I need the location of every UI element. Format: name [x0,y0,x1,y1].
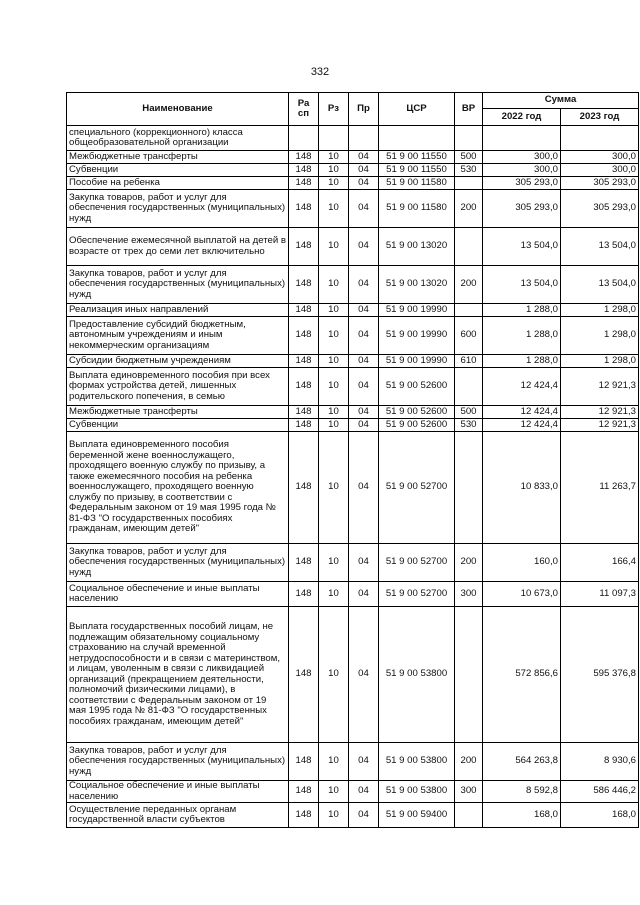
row-sum-2022-cell: 305 293,0 [483,190,561,228]
row-rz-cell: 10 [319,355,349,368]
row-rsp-cell: 148 [289,781,319,803]
row-rsp-cell: 148 [289,607,319,743]
table-row [67,406,639,419]
header-year-2022: 2022 год [483,109,561,126]
row-sum-2023-cell: 8 930,6 [561,743,639,781]
row-csr-cell: 51 9 00 53800 [379,743,455,781]
row-sum-2022-cell: 10 833,0 [483,432,561,544]
header-vr: ВР [455,93,483,126]
row-sum-2022-cell: 1 288,0 [483,304,561,317]
row-csr-cell [379,126,455,151]
table-row [67,317,639,355]
row-vr-cell: 600 [455,317,483,355]
row-rz-cell: 10 [319,368,349,406]
row-sum-2022-cell: 13 504,0 [483,266,561,304]
row-vr-cell: 610 [455,355,483,368]
row-name-cell: Закупка товаров, работ и услуг для обеспечения государственных (муниципальных) нужд [67,190,289,228]
row-csr-cell: 51 9 00 13020 [379,228,455,266]
row-sum-2023-cell: 305 293,0 [561,177,639,190]
row-vr-cell: 300 [455,781,483,803]
row-sum-2022-cell: 13 504,0 [483,228,561,266]
row-name-cell: Закупка товаров, работ и услуг для обеспечения государственных (муниципальных) нужд [67,544,289,582]
row-csr-cell: 51 9 00 11550 [379,151,455,164]
row-name-cell: Выплата единовременного пособия при всех формах устройства детей, лишенных родительского попечения, в семью [67,368,289,406]
table-row [67,164,639,177]
row-name-cell: Межбюджетные трансферты [67,406,289,419]
row-sum-2023-cell: 166,4 [561,544,639,582]
row-rz-cell: 10 [319,607,349,743]
table-row [67,228,639,266]
row-pr-cell: 04 [349,317,379,355]
header-year-2023: 2023 год [561,109,639,126]
row-name-cell: Осуществление переданных органам государственной власти субъектов [67,803,289,828]
row-pr-cell: 04 [349,190,379,228]
table-row [67,607,639,743]
row-rz-cell: 10 [319,177,349,190]
row-name-cell: специального (коррекционного) класса общеобразовательной организации [67,126,289,151]
row-csr-cell: 51 9 00 52600 [379,419,455,432]
row-name-cell: Предоставление субсидий бюджетным, автономным учреждениям и иным некоммерческим организациям [67,317,289,355]
row-sum-2023-cell: 305 293,0 [561,190,639,228]
row-sum-2023-cell: 595 376,8 [561,607,639,743]
header-rz: Рз [319,93,349,126]
row-rz-cell: 10 [319,266,349,304]
row-csr-cell: 51 9 00 11580 [379,177,455,190]
row-sum-2023-cell: 12 921,3 [561,406,639,419]
budget-table [66,92,639,828]
row-rsp-cell [289,126,319,151]
row-sum-2023-cell: 300,0 [561,164,639,177]
row-csr-cell: 51 9 00 19990 [379,355,455,368]
row-sum-2023-cell: 168,0 [561,803,639,828]
row-sum-2022-cell: 305 293,0 [483,177,561,190]
row-sum-2023-cell: 1 298,0 [561,317,639,355]
row-vr-cell: 200 [455,743,483,781]
row-csr-cell: 51 9 00 19990 [379,317,455,355]
row-vr-cell [455,177,483,190]
row-name-cell: Закупка товаров, работ и услуг для обеспечения государственных (муниципальных) нужд [67,743,289,781]
row-name-cell: Межбюджетные трансферты [67,151,289,164]
row-rz-cell: 10 [319,419,349,432]
row-sum-2023-cell: 300,0 [561,151,639,164]
row-pr-cell: 04 [349,266,379,304]
table-row [67,803,639,828]
table-row [67,781,639,803]
row-sum-2023-cell: 11 263,7 [561,432,639,544]
row-sum-2022-cell: 1 288,0 [483,355,561,368]
table-row [67,368,639,406]
row-rz-cell: 10 [319,304,349,317]
row-vr-cell: 500 [455,151,483,164]
table-row [67,582,639,607]
header-csr: ЦСР [379,93,455,126]
table-row [67,743,639,781]
row-rsp-cell: 148 [289,432,319,544]
row-csr-cell: 51 9 00 11580 [379,190,455,228]
row-pr-cell: 04 [349,803,379,828]
row-pr-cell: 04 [349,544,379,582]
row-pr-cell: 04 [349,406,379,419]
row-sum-2023-cell: 12 921,3 [561,419,639,432]
row-rz-cell: 10 [319,406,349,419]
row-rsp-cell: 148 [289,228,319,266]
row-rsp-cell: 148 [289,406,319,419]
table-row [67,355,639,368]
row-sum-2023-cell: 1 298,0 [561,355,639,368]
table-row [67,432,639,544]
row-rz-cell: 10 [319,544,349,582]
row-vr-cell: 200 [455,190,483,228]
row-sum-2022-cell: 160,0 [483,544,561,582]
row-pr-cell: 04 [349,743,379,781]
row-vr-cell [455,607,483,743]
row-sum-2022-cell: 168,0 [483,803,561,828]
table-row [67,266,639,304]
row-vr-cell: 300 [455,582,483,607]
page-number: 332 [310,66,330,78]
row-csr-cell: 51 9 00 52700 [379,432,455,544]
row-csr-cell: 51 9 00 52600 [379,406,455,419]
row-pr-cell: 04 [349,368,379,406]
row-sum-2022-cell: 12 424,4 [483,406,561,419]
row-pr-cell: 04 [349,582,379,607]
row-pr-cell: 04 [349,228,379,266]
row-pr-cell: 04 [349,355,379,368]
row-rz-cell: 10 [319,228,349,266]
row-rz-cell: 10 [319,432,349,544]
row-sum-2022-cell: 300,0 [483,164,561,177]
row-rz-cell: 10 [319,164,349,177]
row-rsp-cell: 148 [289,419,319,432]
row-name-cell: Субвенции [67,164,289,177]
row-rsp-cell: 148 [289,151,319,164]
row-rsp-cell: 148 [289,544,319,582]
row-sum-2023-cell: 12 921,3 [561,368,639,406]
row-rsp-cell: 148 [289,803,319,828]
row-vr-cell: 200 [455,544,483,582]
row-csr-cell: 51 9 00 11550 [379,164,455,177]
row-sum-2022-cell: 12 424,4 [483,419,561,432]
row-vr-cell [455,368,483,406]
table-row [67,190,639,228]
row-rsp-cell: 148 [289,177,319,190]
table-row [67,304,639,317]
row-vr-cell [455,304,483,317]
row-pr-cell: 04 [349,607,379,743]
row-pr-cell: 04 [349,781,379,803]
row-vr-cell [455,126,483,151]
row-sum-2022-cell: 10 673,0 [483,582,561,607]
row-name-cell: Социальное обеспечение и иные выплаты населению [67,582,289,607]
row-csr-cell: 51 9 00 59400 [379,803,455,828]
table-row [67,177,639,190]
row-sum-2023-cell [561,126,639,151]
row-rsp-cell: 148 [289,743,319,781]
row-pr-cell: 04 [349,151,379,164]
row-csr-cell: 51 9 00 52700 [379,544,455,582]
row-vr-cell [455,228,483,266]
row-pr-cell: 04 [349,304,379,317]
row-rz-cell: 10 [319,317,349,355]
row-name-cell: Пособие на ребенка [67,177,289,190]
table-body [67,126,639,828]
row-sum-2023-cell: 13 504,0 [561,266,639,304]
row-csr-cell: 51 9 00 52700 [379,582,455,607]
header-pr: Пр [349,93,379,126]
row-name-cell: Реализация иных направлений [67,304,289,317]
header-sum: Сумма [483,93,639,109]
row-name-cell: Субсидии бюджетным учреждениям [67,355,289,368]
row-rsp-cell: 148 [289,317,319,355]
row-vr-cell [455,432,483,544]
row-rsp-cell: 148 [289,304,319,317]
row-sum-2022-cell [483,126,561,151]
row-csr-cell: 51 9 00 53800 [379,781,455,803]
row-pr-cell: 04 [349,419,379,432]
row-name-cell: Выплата государственных пособий лицам, не подлежащим обязательному социальному страхованию на случай временной нетрудоспособности и в связи с материнством, и лицам, уволенным в связи с ликвидацией организаций (прекращением деятельности, полномочий физическими лицами), в соответствии с Федеральным законом от 19 мая 1995 года № 81-ФЗ "О государственных пособиях гражданам, имеющим детей" [67,607,289,743]
row-rz-cell: 10 [319,190,349,228]
row-csr-cell: 51 9 00 19990 [379,304,455,317]
row-rsp-cell: 148 [289,164,319,177]
row-csr-cell: 51 9 00 53800 [379,607,455,743]
row-rz-cell: 10 [319,582,349,607]
row-rz-cell: 10 [319,803,349,828]
row-name-cell: Выплата единовременного пособия беременной жене военнослужащего, проходящего военную службу по призыву, а также ежемесячного пособия на ребенка военнослужащего, проходящего военную службу по призыву, в соответствии с Федеральным законом от 19 мая 1995 года № 81-ФЗ "О государственных пособиях гражданам, имеющим детей" [67,432,289,544]
row-rz-cell [319,126,349,151]
row-rsp-cell: 148 [289,368,319,406]
row-sum-2022-cell: 572 856,6 [483,607,561,743]
row-vr-cell: 530 [455,419,483,432]
row-rsp-cell: 148 [289,582,319,607]
table-row [67,419,639,432]
row-pr-cell: 04 [349,164,379,177]
row-csr-cell: 51 9 00 52600 [379,368,455,406]
row-sum-2022-cell: 300,0 [483,151,561,164]
row-csr-cell: 51 9 00 13020 [379,266,455,304]
row-rz-cell: 10 [319,151,349,164]
row-rz-cell: 10 [319,743,349,781]
table-row [67,151,639,164]
row-sum-2022-cell: 1 288,0 [483,317,561,355]
table-row [67,544,639,582]
header-name: Наименование [67,93,289,126]
row-name-cell: Обеспечение ежемесячной выплатой на детей в возрасте от трех до семи лет включительно [67,228,289,266]
row-pr-cell: 04 [349,177,379,190]
row-sum-2023-cell: 586 446,2 [561,781,639,803]
row-rsp-cell: 148 [289,266,319,304]
row-name-cell: Закупка товаров, работ и услуг для обеспечения государственных (муниципальных) нужд [67,266,289,304]
row-vr-cell: 530 [455,164,483,177]
row-rsp-cell: 148 [289,190,319,228]
row-sum-2023-cell: 1 298,0 [561,304,639,317]
row-vr-cell [455,803,483,828]
row-sum-2023-cell: 11 097,3 [561,582,639,607]
row-vr-cell: 200 [455,266,483,304]
row-sum-2022-cell: 564 263,8 [483,743,561,781]
row-rsp-cell: 148 [289,355,319,368]
row-vr-cell: 500 [455,406,483,419]
row-sum-2022-cell: 8 592,8 [483,781,561,803]
row-name-cell: Субвенции [67,419,289,432]
table-row [67,126,639,151]
row-sum-2023-cell: 13 504,0 [561,228,639,266]
row-rz-cell: 10 [319,781,349,803]
header-rsp: Ра сп [289,93,319,126]
row-pr-cell [349,126,379,151]
row-pr-cell: 04 [349,432,379,544]
row-sum-2022-cell: 12 424,4 [483,368,561,406]
row-name-cell: Социальное обеспечение и иные выплаты населению [67,781,289,803]
